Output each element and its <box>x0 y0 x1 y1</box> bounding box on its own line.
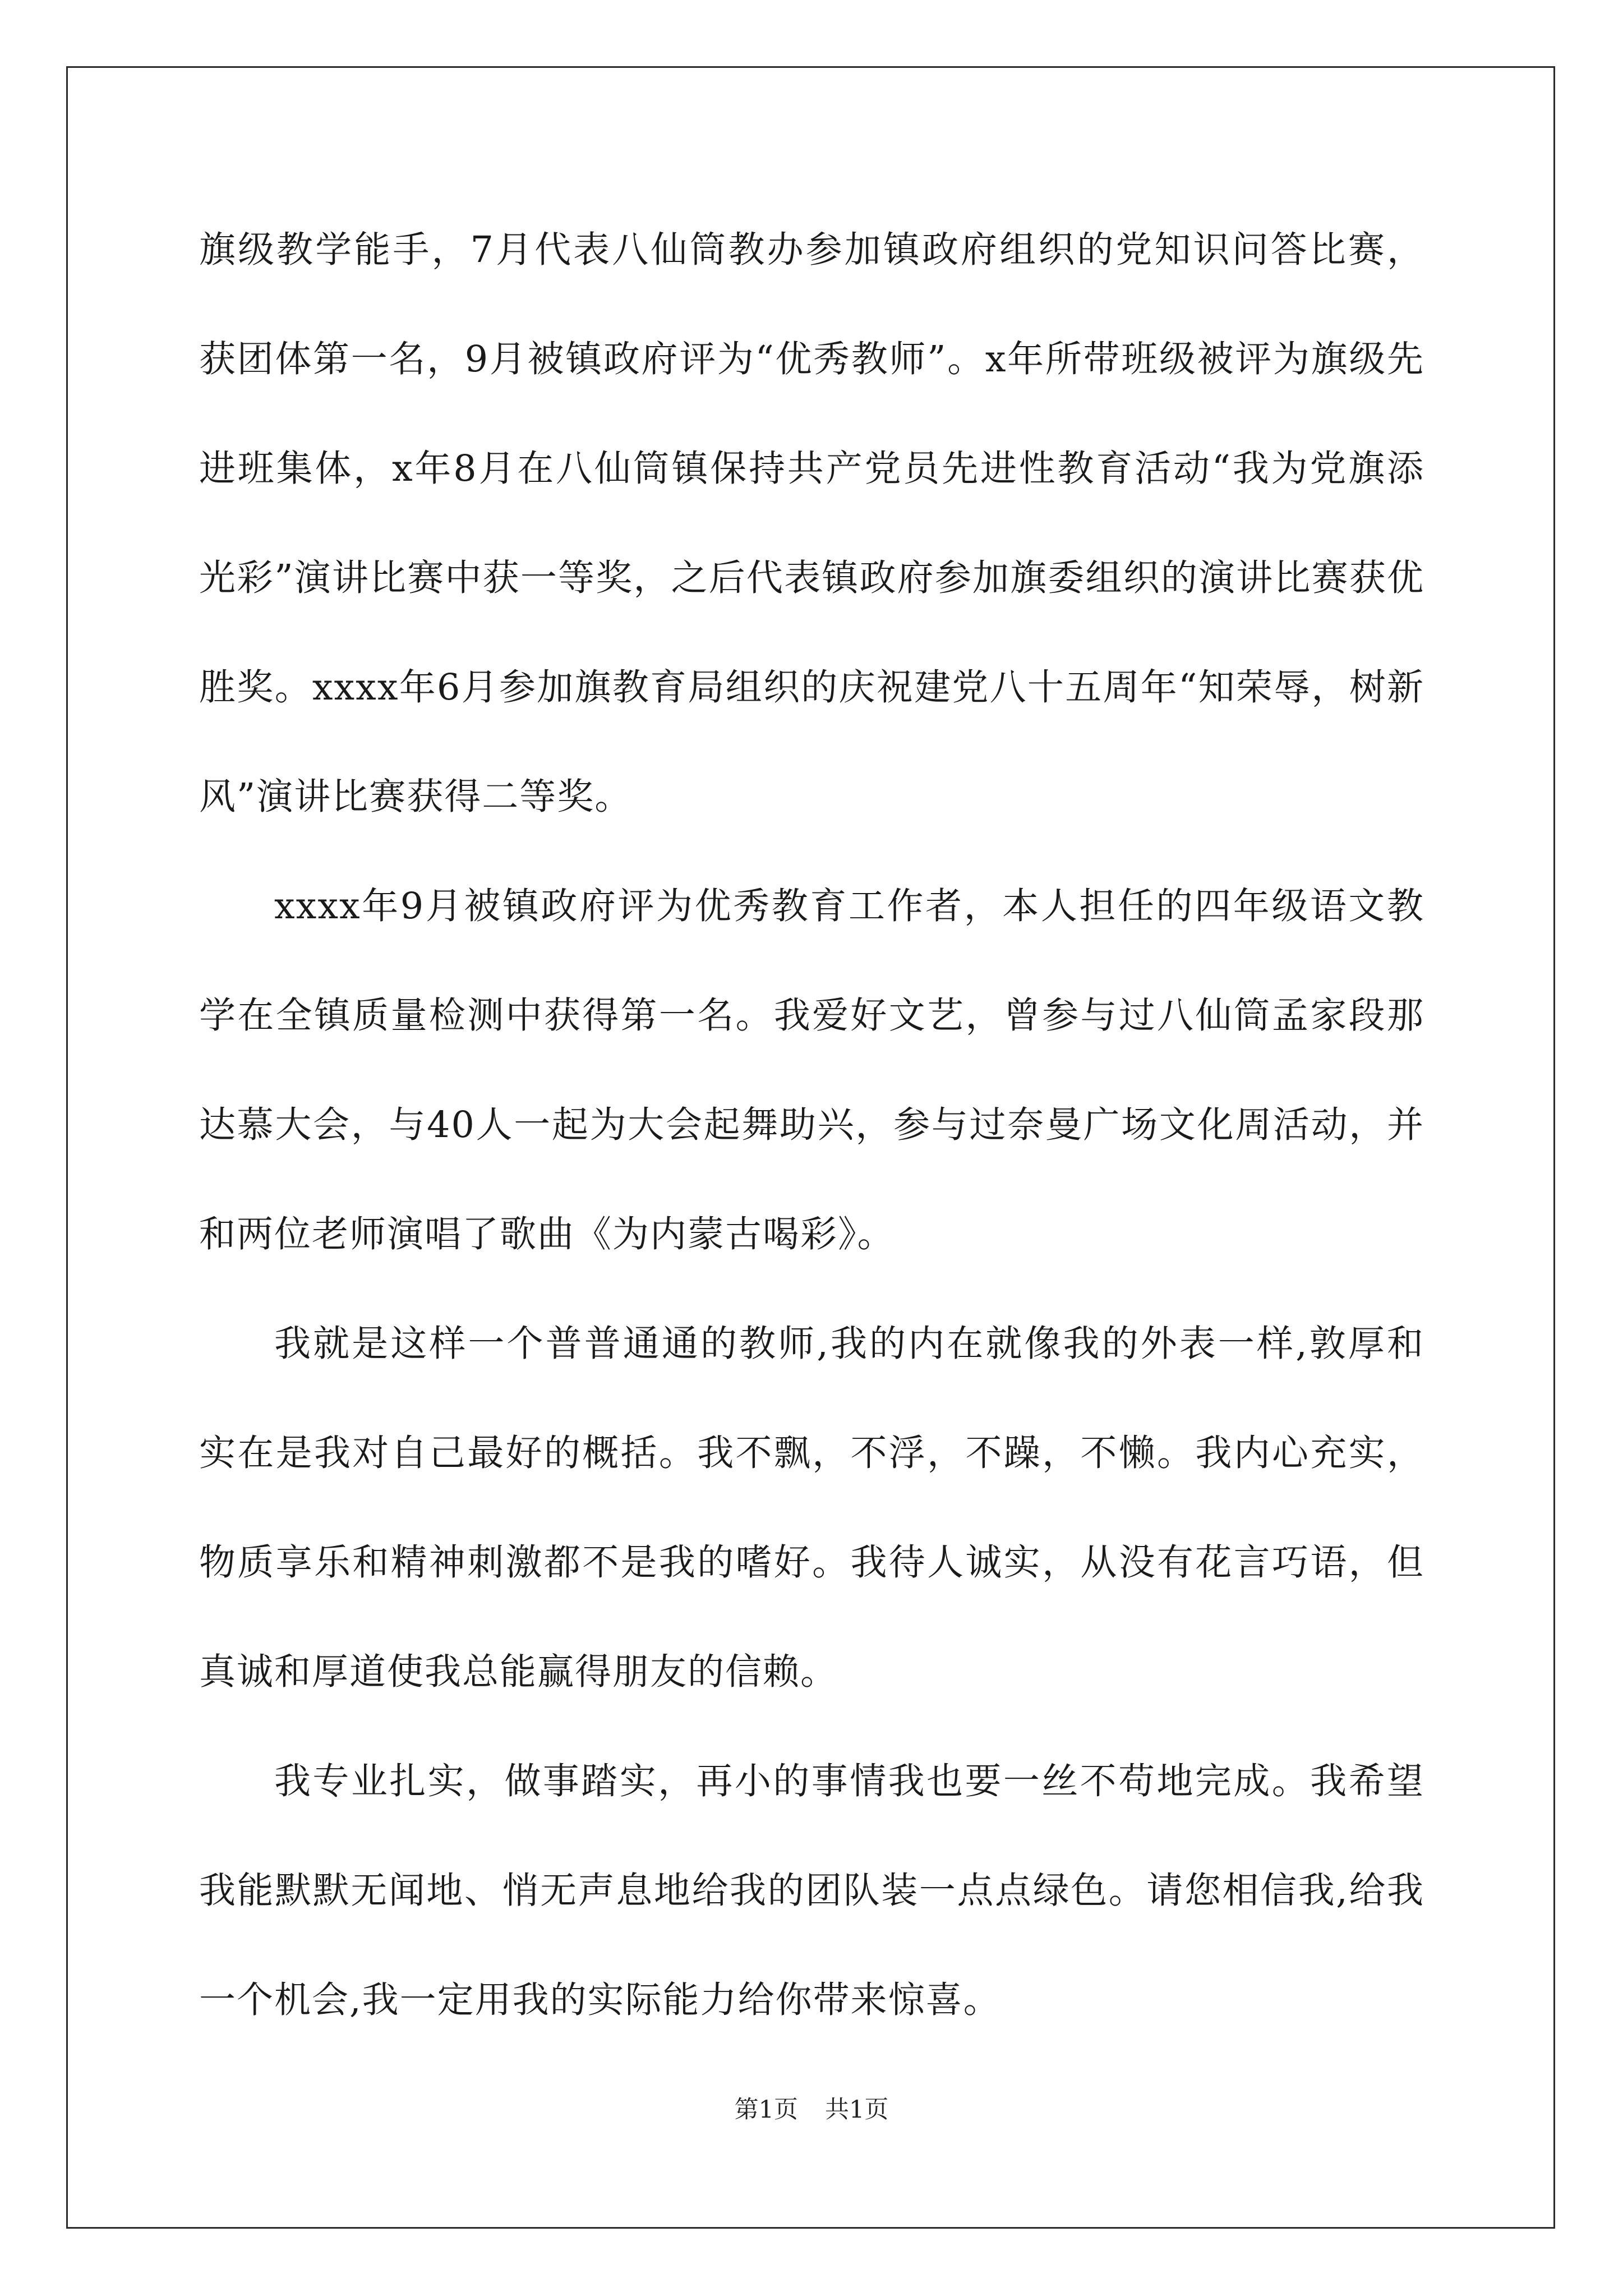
page-footer <box>0 2093 1623 2127</box>
paragraph-awards: xxxx年9月被镇政府评为优秀教育工作者，本人担任的四年级语文教学在全镇质量检测中获得第一名。我爱好文艺，曾参与过八仙筒孟家段那达慕大会，与40人一起为大会起舞助兴，参与过奈曼广场文化周活动，并和两位老师演唱了歌曲《为内蒙古喝彩》。 <box>199 885 1424 1255</box>
paragraph-closing: 我专业扎实，做事踏实，再小的事情我也要一丝不苟地完成。我希望我能默默无闻地、悄无声息地给我的团队装一点点绿色。请您相信我,给我一个机会,我一定用我的实际能力给你带来惊喜。 <box>199 1760 1424 2021</box>
paragraph-character: 我就是这样一个普普通通的教师,我的内在就像我的外表一样,敦厚和实在是我对自己最好的概括。我不飘，不浮，不躁，不懒。我内心充实，物质享乐和精神刺激都不是我的嗜好。我待人诚实，从没有花言巧语，但真诚和厚道使我总能赢得朋友的信赖。 <box>199 1323 1424 1693</box>
paragraph-continuation: 旗级教学能手，7月代表八仙筒教办参加镇政府组织的党知识问答比赛，获团体第一名，9月被镇政府评为“优秀教师”。x年所带班级被评为旗级先进班集体，x年8月在八仙筒镇保持共产党员先进性教育活动“我为党旗添光彩”演讲比赛中获一等奖，之后代表镇政府参加旗委组织的演讲比赛获优胜奖。xxxx年6月参加旗教育局组织的庆祝建党八十五周年“知荣辱，树新风”演讲比赛获得二等奖。 <box>199 229 1424 818</box>
page-count: 共1页 <box>825 2096 889 2124</box>
page-number: 第1页 <box>734 2096 798 2124</box>
document-body <box>199 195 1424 2055</box>
